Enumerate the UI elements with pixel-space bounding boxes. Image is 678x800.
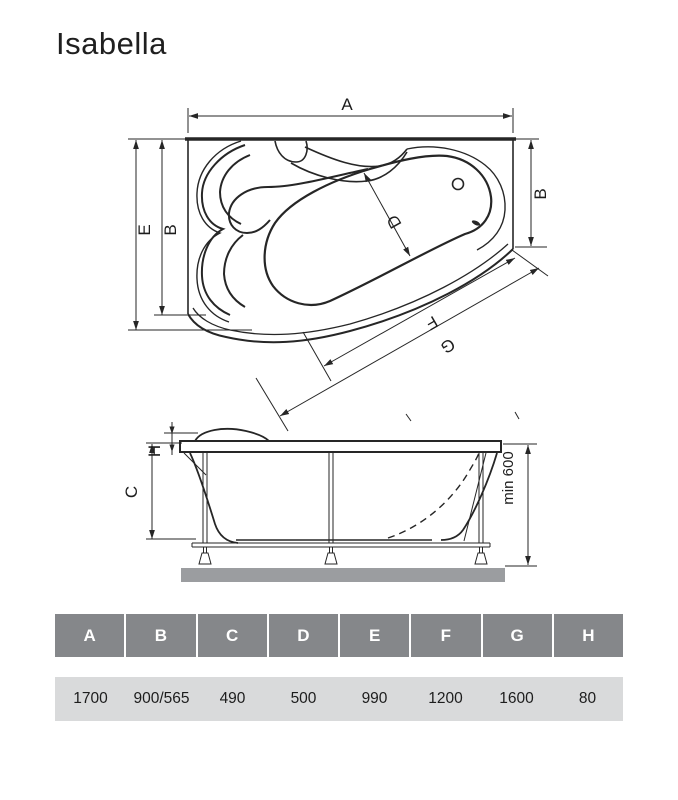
table-value-cell: 1700 xyxy=(73,690,108,707)
dim-label-f: F xyxy=(422,311,441,334)
dim-label-g: G xyxy=(437,334,459,358)
dim-label-b-left: B xyxy=(161,224,180,236)
dim-label-h: H xyxy=(145,444,164,458)
table-header-cell: D xyxy=(269,614,338,657)
extension-tick xyxy=(515,412,519,419)
dim-line-d xyxy=(364,173,410,256)
headrest-profile xyxy=(195,429,269,441)
table-header-cell: A xyxy=(55,614,124,657)
table-value-cell: 1600 xyxy=(499,690,534,707)
table-header-cell: B xyxy=(126,614,195,657)
dim-label-b-right: B xyxy=(531,188,550,200)
extension-tick xyxy=(406,414,411,421)
side-view-drawing xyxy=(122,422,537,582)
page-title: Isabella xyxy=(56,26,167,61)
top-view-drawing xyxy=(128,95,550,431)
dim-label-a: A xyxy=(341,95,353,114)
table-header-cell: E xyxy=(340,614,409,657)
dim-line-f xyxy=(324,258,515,366)
table-value-cell: 490 xyxy=(219,690,246,707)
table-value-cell: 80 xyxy=(578,690,597,707)
dim-label-c: C xyxy=(122,485,141,499)
dimensions-table xyxy=(55,614,623,721)
table-header-cell: F xyxy=(411,614,480,657)
dim-label-min600: min 600 xyxy=(500,451,517,505)
table-value-cell: 1200 xyxy=(428,690,463,707)
table-value-cell: 500 xyxy=(290,690,317,707)
adjustable-feet xyxy=(199,547,487,564)
table-value-row xyxy=(55,677,623,721)
table-header-cell: G xyxy=(483,614,552,657)
table-value-cell: 990 xyxy=(361,690,388,707)
table-header-row xyxy=(55,614,623,657)
ground-shading xyxy=(181,568,505,582)
table-header-cell: C xyxy=(198,614,267,657)
table-header-cell: H xyxy=(554,614,623,657)
table-value-cell: 900/565 xyxy=(133,690,190,707)
dim-label-e: E xyxy=(135,224,154,236)
dim-line-g xyxy=(280,268,539,416)
drain-hole xyxy=(453,179,464,190)
dim-label-d: D xyxy=(382,211,406,232)
